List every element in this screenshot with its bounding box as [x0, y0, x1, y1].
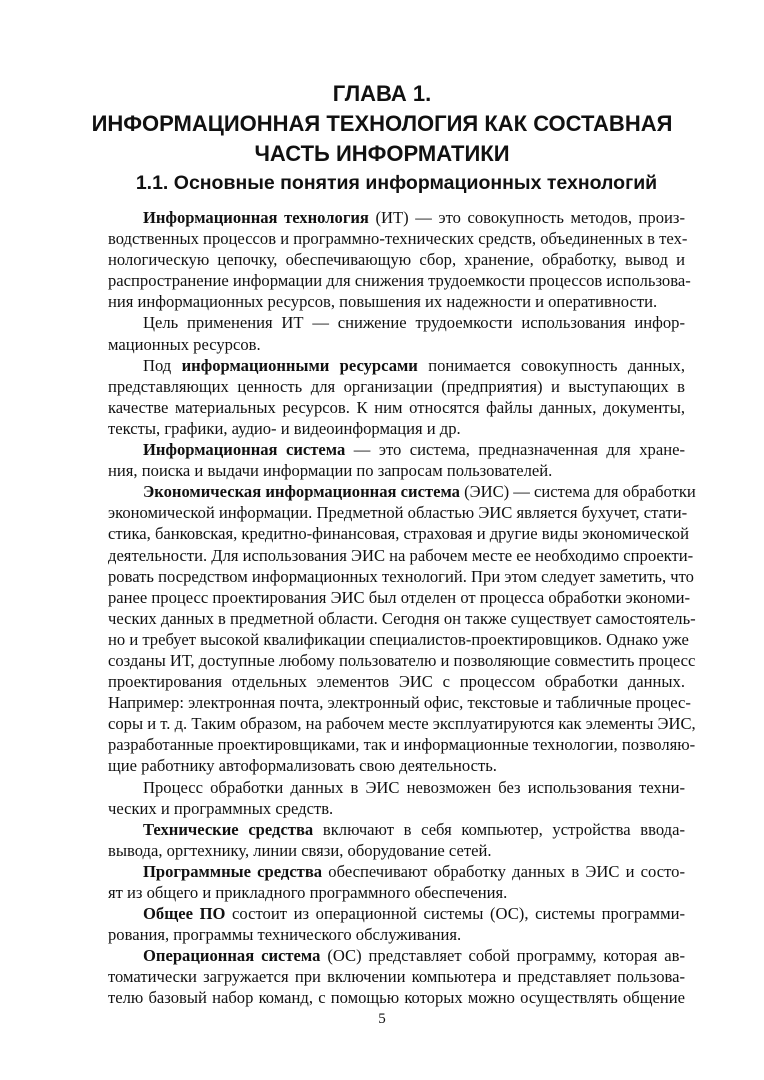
text-line [108, 924, 685, 945]
text-run: качестве материальных ресурсов. К ним относятся файлы данных, документы, [108, 397, 685, 417]
text-run: ния, поиска и выдачи информации по запросам пользователей. [108, 461, 553, 481]
text-run: созданы ИТ, доступные любому пользователю и позволяющие совместить процесс [108, 650, 696, 670]
text-line [108, 376, 685, 397]
text-line [108, 207, 685, 228]
paragraph [108, 819, 685, 861]
text-line [108, 671, 685, 692]
text-line [108, 713, 696, 734]
chapter-label: ГЛАВА 1. [332, 81, 432, 106]
text-line [108, 903, 685, 924]
text-line [108, 439, 685, 460]
text-run: — это система, предназначенная для хране- [345, 440, 685, 460]
text-line [108, 545, 694, 566]
text-run: телю базовый набор команд, с помощью которых можно осуществлять общение [108, 988, 685, 1008]
text-run: распространение информации для снижения трудоемкости процессов использова- [108, 271, 691, 291]
text-line [108, 819, 685, 840]
text-run: ния информационных ресурсов, повышения их надежности и оперативности. [108, 292, 658, 312]
text-line [108, 418, 685, 439]
text-run: представляющих ценность для организации (предприятия) и выступающих в [108, 376, 685, 396]
text-run: состоит из операционной системы (ОС), системы программи- [225, 904, 685, 924]
paragraph [108, 355, 685, 439]
paragraph [108, 481, 696, 776]
text-line [108, 945, 685, 966]
text-run: (ОС) представляет собой программу, которая ав- [320, 946, 685, 966]
text-line [108, 481, 696, 502]
text-line [108, 249, 685, 270]
text-run: водственных процессов и программно-технических средств, объединенных в тех- [108, 229, 688, 249]
page-number: 5 [378, 1011, 386, 1027]
bold-term: Информационная система [143, 440, 346, 460]
text-line [108, 882, 685, 903]
text-run: включают в себя компьютер, устройства ввода- [313, 819, 685, 839]
text-run: проектирования отдельных элементов ЭИС с процессом обработки данных. [108, 672, 685, 692]
paragraph [108, 945, 685, 1008]
text-line [108, 228, 688, 249]
text-line [108, 734, 696, 755]
text-run: Процесс обработки данных в ЭИС невозможен без использования техни- [143, 777, 685, 797]
text-run: обеспечивают обработку данных в ЭИС и состо- [322, 861, 685, 881]
paragraph [108, 903, 685, 945]
text-run: ят из общего и прикладного программного обеспечения. [108, 883, 508, 902]
text-line [108, 291, 685, 312]
text-line [108, 966, 685, 987]
text-run: ранее процесс проектирования ЭИС был отделен от процесса обработки экономи- [108, 587, 691, 607]
text-run: понимается совокупность данных, [417, 355, 685, 375]
text-line [108, 587, 691, 608]
text-run: ческих данных в предметной области. Сегодня он также существует самостоятель- [108, 608, 696, 628]
text-run: разработанные проектировщиками, так и информационные технологии, позволяю- [108, 735, 696, 755]
text-run: томатически загружается при включении компьютера и представляет пользова- [108, 967, 685, 987]
text-run: стика, банковская, кредитно-финансовая, страховая и другие виды экономической [108, 524, 689, 544]
text-line [108, 355, 685, 376]
bold-term: Экономическая информационная система [143, 482, 460, 502]
text-run: Под [143, 355, 182, 375]
text-line [108, 840, 685, 861]
text-run: Например: электронная почта, электронный офис, текстовые и табличные процес- [108, 693, 691, 713]
text-line [108, 798, 685, 819]
paragraph [108, 861, 685, 903]
text-line [108, 270, 691, 291]
bold-term: информационными ресурсами [181, 355, 418, 375]
text-run: деятельности. Для использования ЭИС на рабочем месте ее необходимо спроекти- [108, 545, 694, 565]
paragraph [108, 439, 685, 481]
text-run: тексты, графики, аудио- и видеоинформация и др. [108, 418, 461, 438]
text-run: щие работнику автоформализовать свою деятельность. [108, 756, 497, 776]
text-line [108, 629, 689, 650]
text-line [108, 755, 685, 776]
text-run: мационных ресурсов. [108, 334, 261, 354]
paragraph [108, 777, 685, 819]
text-line [108, 566, 694, 587]
bold-term: Информационная технология [143, 208, 369, 227]
chapter-title-line-2: ЧАСТЬ ИНФОРМАТИКИ [254, 141, 510, 166]
text-run: ровать посредством информационных технологий. При этом следует заметить, что [108, 566, 694, 586]
paragraph [108, 207, 691, 312]
text-line [108, 608, 696, 629]
text-line [108, 460, 685, 481]
text-run: соры и т. д. Таким образом, на рабочем месте эксплуатируются как элементы ЭИС, [108, 714, 696, 734]
text-run: вывода, оргтехнику, линии связи, оборудование сетей. [108, 840, 492, 860]
text-line [108, 692, 691, 713]
text-line [108, 650, 696, 671]
text-line [108, 334, 685, 355]
bold-term: Операционная система [143, 946, 321, 966]
chapter-title-line-1: ИНФОРМАЦИОННАЯ ТЕХНОЛОГИЯ КАК СОСТАВНАЯ [91, 111, 673, 136]
text-run: нологическую цепочку, обеспечивающую сбор, хранение, обработку, вывод и [108, 250, 685, 270]
section-heading: 1.1. Основные понятия информационных технологий [135, 172, 658, 194]
text-line [108, 502, 688, 523]
text-run: но и требует высокой квалификации специалистов-проектировщиков. Однако уже [108, 629, 689, 649]
text-line [108, 312, 685, 333]
paragraph [108, 312, 685, 354]
text-run: (ЭИС) — система для обработки [459, 482, 696, 502]
text-line [108, 397, 685, 418]
body-text [108, 207, 696, 1009]
bold-term: Технические средства [143, 819, 314, 839]
text-run: ческих и программных средств. [108, 798, 334, 818]
text-line [108, 523, 689, 544]
text-line [108, 777, 685, 798]
text-run: Цель применения ИТ — снижение трудоемкости использования инфор- [143, 313, 685, 333]
text-line [108, 987, 685, 1008]
text-run: рования, программы технического обслуживания. [108, 925, 462, 945]
bold-term: Программные средства [143, 861, 323, 881]
text-run: экономической информации. Предметной областью ЭИС является бухучет, стати- [108, 503, 688, 523]
text-run: (ИТ) — это совокупность методов, произ- [368, 208, 685, 227]
bold-term: Общее ПО [143, 904, 226, 924]
text-line [108, 861, 685, 882]
